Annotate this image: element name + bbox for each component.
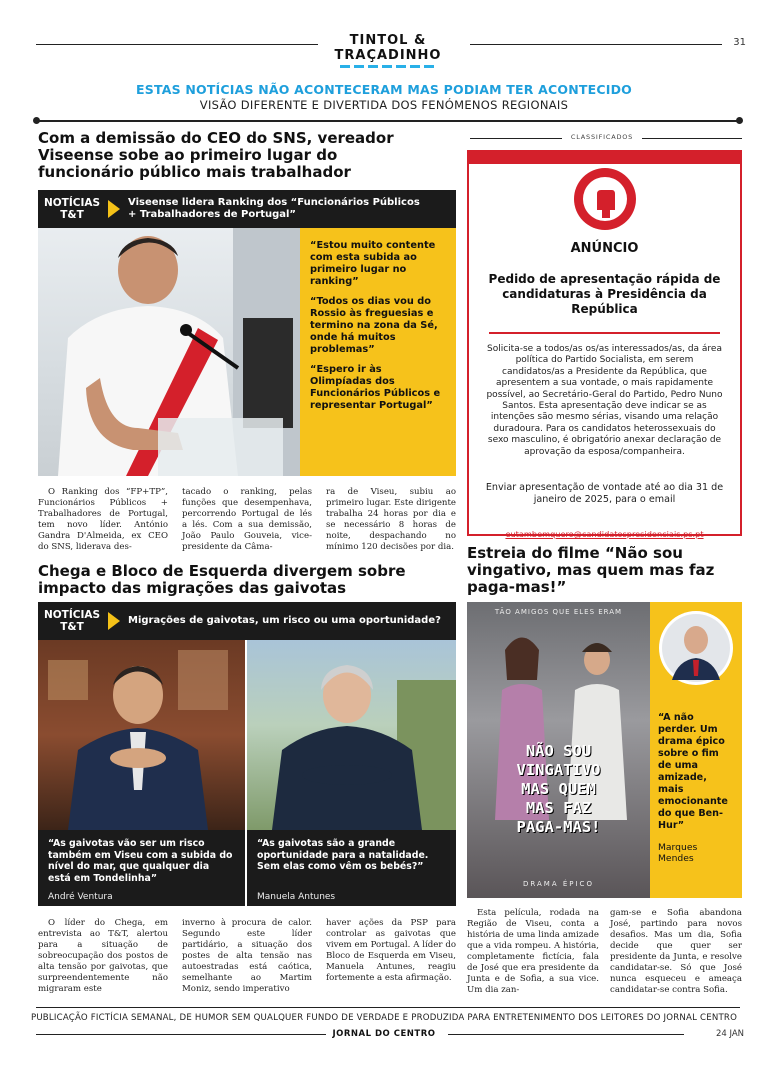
mendes-quote: “A não perder. Um drama épico sobre o fim de uma amizade, mais emocionante do que Ben-Hur” — [658, 712, 728, 831]
ad-heading: ANÚNCIO — [570, 241, 639, 256]
news-tag: NOTÍCIAS T&T — [43, 197, 101, 221]
antunes-quote-box — [247, 830, 456, 906]
mendes-name: Marques Mendes — [658, 842, 698, 864]
poster-title-3: MAS QUEM — [521, 780, 596, 798]
quote-2: “Todos os dias vou do Rossio às freguesias e termino na zona da Sé, onde há muitos problemas” — [310, 296, 438, 355]
footer-date: 24 JAN — [715, 1029, 744, 1039]
film-col2-text: gam-se e Sofia abandona José, partindo para novos desafios. Mas um dia, Sofia decide que quer ser presidente da Junta, e resolve candidatar-se. Só que José nunca esqueceu e ameaça candidatar-se contra Sofia. — [610, 908, 742, 995]
ventura-name: André Ventura — [48, 892, 113, 902]
divider-dot-right — [736, 117, 743, 124]
poster-title-4: MAS FAZ — [525, 799, 592, 817]
news-tag-2: NOTÍCIAS T&T — [43, 609, 101, 633]
article2-news-bar — [38, 602, 456, 640]
poster-title-5: PAGA-MAS! — [516, 818, 601, 836]
film-col1-text: Esta película, rodada na Região de Viseu, conta a história de uma linda amizade que a vida rompeu. A história, completamente fictícia, fala de José que era presidente da Junta e de Sofia, a sua vice. Um dia zan- — [467, 908, 599, 995]
masthead-rule-left — [36, 44, 318, 45]
ventura-quote-box — [38, 830, 245, 906]
ventura-photo — [38, 640, 245, 830]
article2-col3-text: haver ações da PSP para controlar as gaivotas que vivem em Portugal. A líder do Bloco de Esquerda em Viseu, Manuela Antunes, reagiu fortemente a esta afirmação. — [326, 918, 456, 983]
article1-headline: Com a demissão do CEO do SNS, vereador Viseense sobe ao primeiro lugar do funcionário público mais trabalhador — [38, 129, 394, 181]
poster-title-2: VINGATIVO — [516, 761, 601, 779]
classifieds-rule-left — [470, 138, 562, 139]
page-number: 31 — [733, 37, 746, 48]
article2-col1 — [38, 918, 168, 995]
divider-dot-left — [33, 117, 40, 124]
article2-col2-text: inverno à procura de calor. Segundo este líder partidário, a situação dos postes de alta tensão nas autoestradas está caótica, semelhante ao Martim Moniz, sendo imperativo — [182, 918, 312, 994]
classifieds-rule-right — [642, 138, 742, 139]
article2-col3 — [326, 918, 456, 984]
antunes-quote: “As gaivotas são a grande oportunidade para a natalidade. Sem elas como vêm os bebés?” — [257, 838, 429, 872]
poster-bottom-text: DRAMA ÉPICO — [523, 880, 594, 888]
speaker-illustration — [38, 228, 300, 476]
top-divider — [36, 120, 740, 122]
logo-line2: TRAÇADINHO — [334, 48, 442, 63]
logo-underline — [340, 65, 436, 68]
antunes-photo — [247, 640, 456, 830]
article1-quotes-box — [300, 228, 456, 476]
antunes-illustration — [247, 640, 456, 830]
quote-1: “Estou muito contente com esta subida ao primeiro lugar no ranking” — [310, 240, 436, 287]
poster-title — [473, 742, 644, 837]
article1-col1 — [38, 487, 168, 553]
article2-col1-text: O líder do Chega, em entrevista ao T&T, alertou para a situação de sobreocupação dos postos de alta tensão por gaivotas, que surpreendentemente não migraram este — [38, 918, 168, 994]
mendes-avatar — [658, 610, 734, 686]
masthead-logo — [330, 33, 446, 68]
article2-col2 — [182, 918, 312, 995]
film-headline: Estreia do filme “Não sou vingativo, mas quem mas faz paga-mas!” — [467, 544, 715, 596]
ad-red-rule — [489, 332, 720, 334]
poster-top-text: TÃO AMIGOS QUE ELES ERAM — [494, 608, 623, 616]
ventura-illustration — [38, 640, 245, 830]
ventura-quote: “As gaivotas vão ser um risco também em Viseu com a subida do nível do mar, que qualquer dia está em Tondelinha” — [48, 838, 233, 884]
slogan: ESTAS NOTÍCIAS NÃO ACONTECERAM MAS PODIAM TER ACONTECIDO — [136, 82, 632, 97]
article1-subhead: Viseense lidera Ranking dos “Funcionários Públicos + Trabalhadores de Portugal” — [128, 197, 420, 220]
film-col1 — [467, 908, 599, 996]
classifieds-label: CLASSIFICADOS — [570, 133, 634, 141]
film-quote-box — [650, 602, 742, 898]
article1-col2-text: tacado o ranking, pelas funções que desempenhava, percorrendo Portugal de lés a lés. Com a sua demissão, João Paulo Gouveia, vice-presidente da Câma- — [182, 487, 312, 552]
antunes-name: Manuela Antunes — [257, 892, 336, 902]
ad-title: Pedido de apresentação rápida de candidaturas à Presidência da República — [488, 272, 721, 316]
poster-title-1: NÃO SOU — [525, 742, 592, 760]
footer-disclaimer: PUBLICAÇÃO FICTÍCIA SEMANAL, DE HUMOR SEM QUALQUER FUNDO DE VERDADE E PRODUZIDA PARA ENTRETENIMENTO DOS LEITORES DO JORNAL CENTRO — [30, 1013, 738, 1023]
article1-col3-text: ra de Viseu, subiu ao primeiro lugar. Este dirigente trabalha 24 horas por dia e se necessário 8 horas de noite, despachando no mínimo 120 decisões por dia. — [326, 487, 456, 552]
article1-col3 — [326, 487, 456, 553]
film-poster — [467, 602, 650, 898]
ps-fist-logo-icon — [572, 166, 638, 232]
subslogan: VISÃO DIFERENTE E DIVERTIDA DOS FENÓMENOS REGIONAIS — [199, 98, 569, 112]
footer-rule — [36, 1007, 740, 1008]
article1-photo — [38, 228, 300, 476]
ad-send-instructions: Enviar apresentação de vontade até ao dia 31 de janeiro de 2025, para o email — [485, 482, 724, 505]
logo-line1: TINTOL & — [349, 33, 427, 48]
article1-col2 — [182, 487, 312, 553]
footer-brand: JORNAL DO CENTRO — [332, 1029, 436, 1039]
masthead-rule-right — [470, 44, 722, 45]
ad-body: Solicita-se a todos/as os/as interessados/as, da área política do Partido Socialista, em serem candidatos/as a Presidente da República, que apresentem a sua vontade, o mais rapidamente possível, ao Secretário-Geral do Partido, Pedro Nuno Santos. Esta apresentação deve indicar se as intenções são mesmo sérias, visando uma relação duradoura. Para os candidatos heterossexuais do sexo masculino, é obrigatório anexar declaração de aprovação da esposa/companheira. — [486, 344, 723, 457]
article1-col1-text: O Ranking dos “FP+TP”, Funcionários Públicos + Trabalhadores de Portugal, tem novo líder. António Gandra D'Almeida, ex CEO do SNS, liderava des- — [38, 487, 168, 552]
article1-news-bar — [38, 190, 456, 228]
ps-advert — [467, 150, 742, 539]
film-col2 — [610, 908, 742, 996]
arrow-icon-2 — [108, 612, 120, 630]
quote-3: “Espero ir às Olimpíadas dos Funcionários Públicos e representar Portugal” — [310, 364, 441, 411]
footer-rule-right — [448, 1034, 684, 1035]
article2-subhead: Migrações de gaivotas, um risco ou uma oportunidade? — [128, 615, 441, 626]
arrow-icon — [108, 200, 120, 218]
article2-headline: Chega e Bloco de Esquerda divergem sobre impacto das migrações das gaivotas — [38, 562, 406, 597]
ad-email-link[interactable]: eutambemquero@candidatospresidenciais.ps.pt — [505, 529, 704, 539]
